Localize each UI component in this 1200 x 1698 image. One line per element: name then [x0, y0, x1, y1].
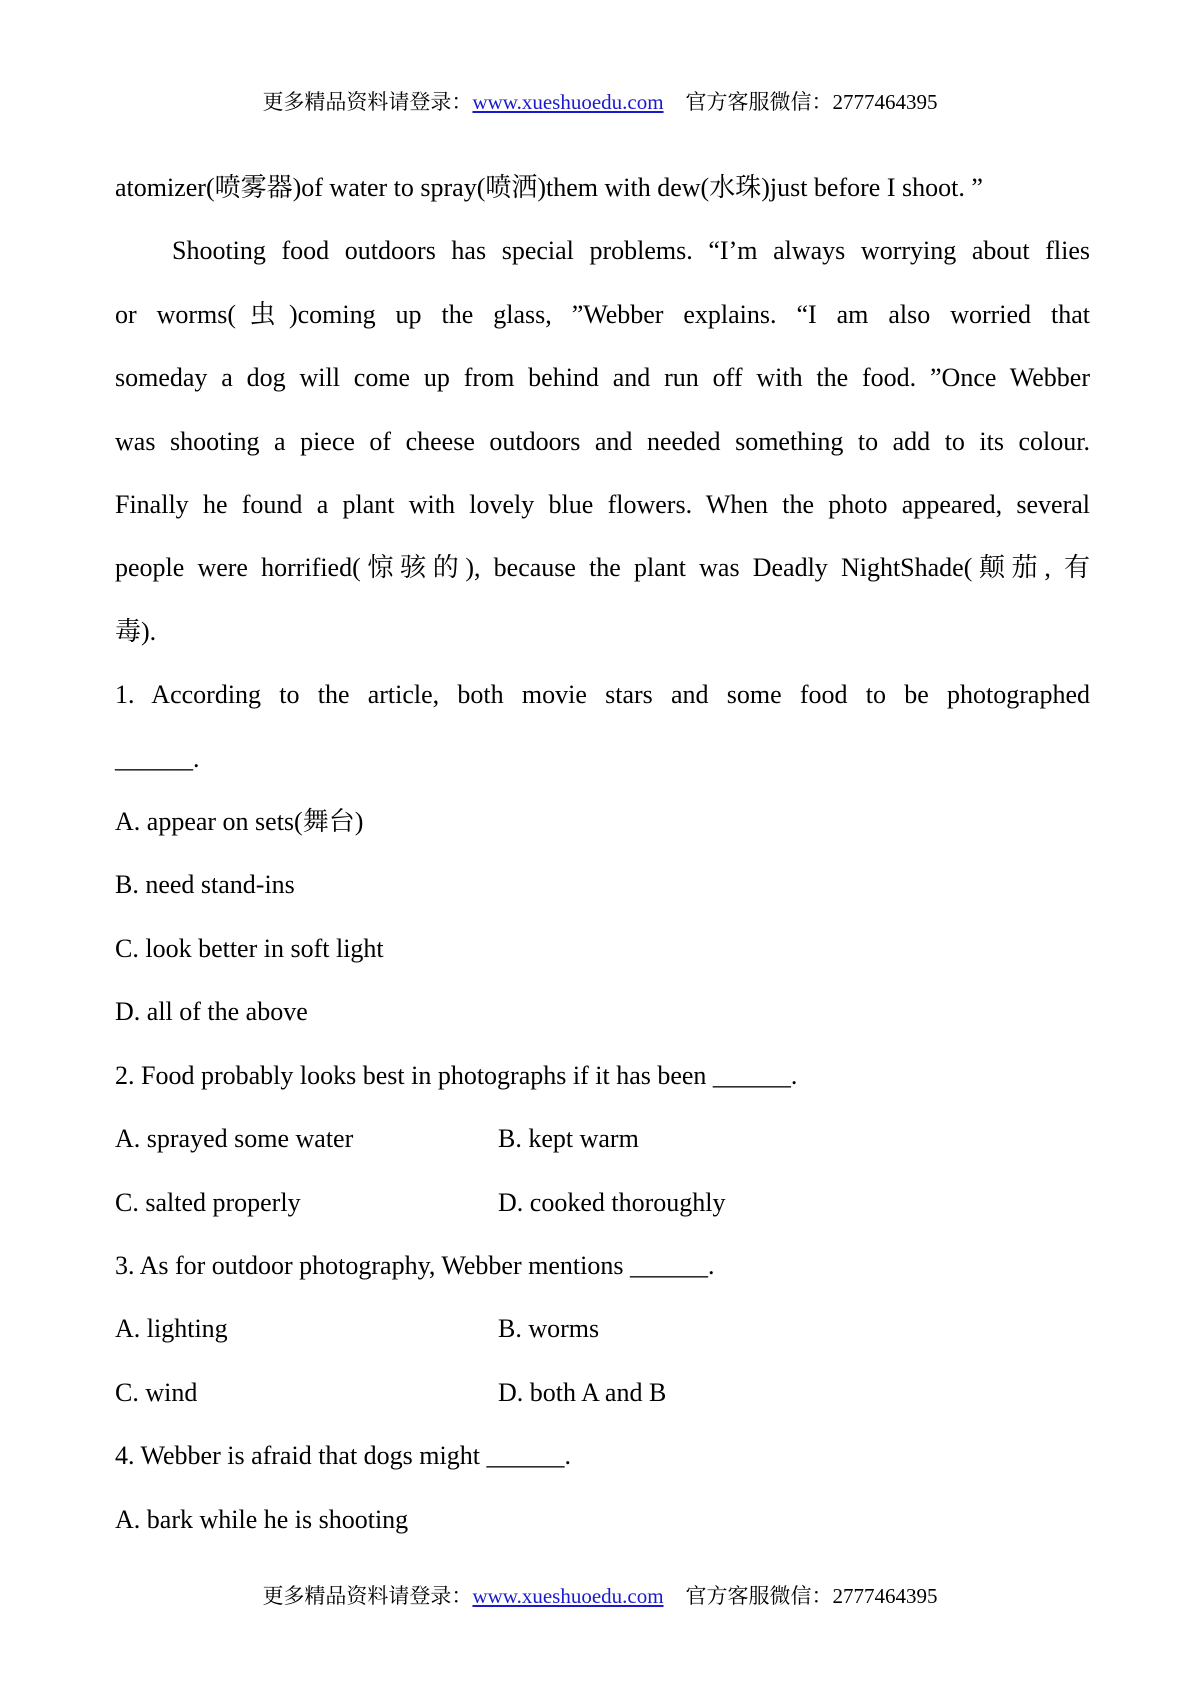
question-1-stem: 1. According to the article, both movie stars and some food to be photographed [115, 680, 1090, 710]
passage-line: 毒). [115, 616, 157, 646]
passage-line: atomizer(喷雾器)of water to spray(喷洒)them with dew(水珠)just before I shoot. ” [115, 173, 983, 202]
question-2-options-row [115, 1171, 1090, 1234]
header-website-link[interactable]: www.xueshuoedu.com [472, 90, 664, 114]
passage-line: or worms(虫)coming up the glass, ”Webber explains. “I am also worried that [115, 299, 1090, 329]
question-2-option-a: A. sprayed some water [115, 1124, 354, 1154]
question-1-option-a: A. appear on sets(舞台) [115, 807, 364, 837]
footer-website-link[interactable]: www.xueshuoedu.com [472, 1584, 664, 1608]
question-2-option-d: D. cooked thoroughly [498, 1187, 726, 1217]
question-4-stem: 4. Webber is afraid that dogs might ______. [115, 1441, 571, 1471]
question-1-option-d: D. all of the above [115, 997, 308, 1027]
question-2-option-c: C. salted properly [115, 1187, 301, 1217]
question-3-options-row [115, 1361, 1090, 1424]
header-contact: 官方客服微信：2777464395 [685, 90, 938, 114]
question-2-options-row [115, 1107, 1090, 1170]
passage-line: someday a dog will come up from behind and run off with the food. ”Once Webber [115, 363, 1090, 393]
question-2-option-b: B. kept warm [498, 1124, 639, 1154]
question-3-option-c: C. wind [115, 1377, 198, 1407]
question-4-option-a: A. bark while he is shooting [115, 1504, 409, 1534]
question-1-option-c: C. look better in soft light [115, 933, 384, 963]
footer-contact: 官方客服微信：2777464395 [685, 1584, 938, 1608]
question-3-options-row [115, 1297, 1090, 1360]
passage-line: was shooting a piece of cheese outdoors and needed something to add to its colour. [115, 426, 1090, 456]
passage-line: Finally he found a plant with lovely blue flowers. When the photo appeared, several [115, 490, 1090, 520]
question-2-stem: 2. Food probably looks best in photographs if it has been ______. [115, 1060, 798, 1090]
document-body [115, 156, 1090, 1551]
question-3-option-a: A. lighting [115, 1314, 228, 1344]
question-3-stem: 3. As for outdoor photography, Webber mentions ______. [115, 1250, 715, 1280]
question-1-blank: ______. [115, 743, 200, 773]
question-3-option-d: D. both A and B [498, 1377, 667, 1407]
page-header [0, 89, 1200, 115]
footer-prefix: 更多精品资料请登录： [262, 1584, 473, 1608]
question-1-option-b: B. need stand-ins [115, 870, 295, 900]
page-footer [0, 1583, 1200, 1609]
passage-line: people were horrified(惊骇的), because the plant was Deadly NightShade(颠茄, 有 [115, 553, 1090, 583]
question-3-option-b: B. worms [498, 1314, 600, 1344]
passage-line: Shooting food outdoors has special problems. “I’m always worrying about flies [172, 236, 1090, 266]
header-prefix: 更多精品资料请登录： [262, 90, 473, 114]
